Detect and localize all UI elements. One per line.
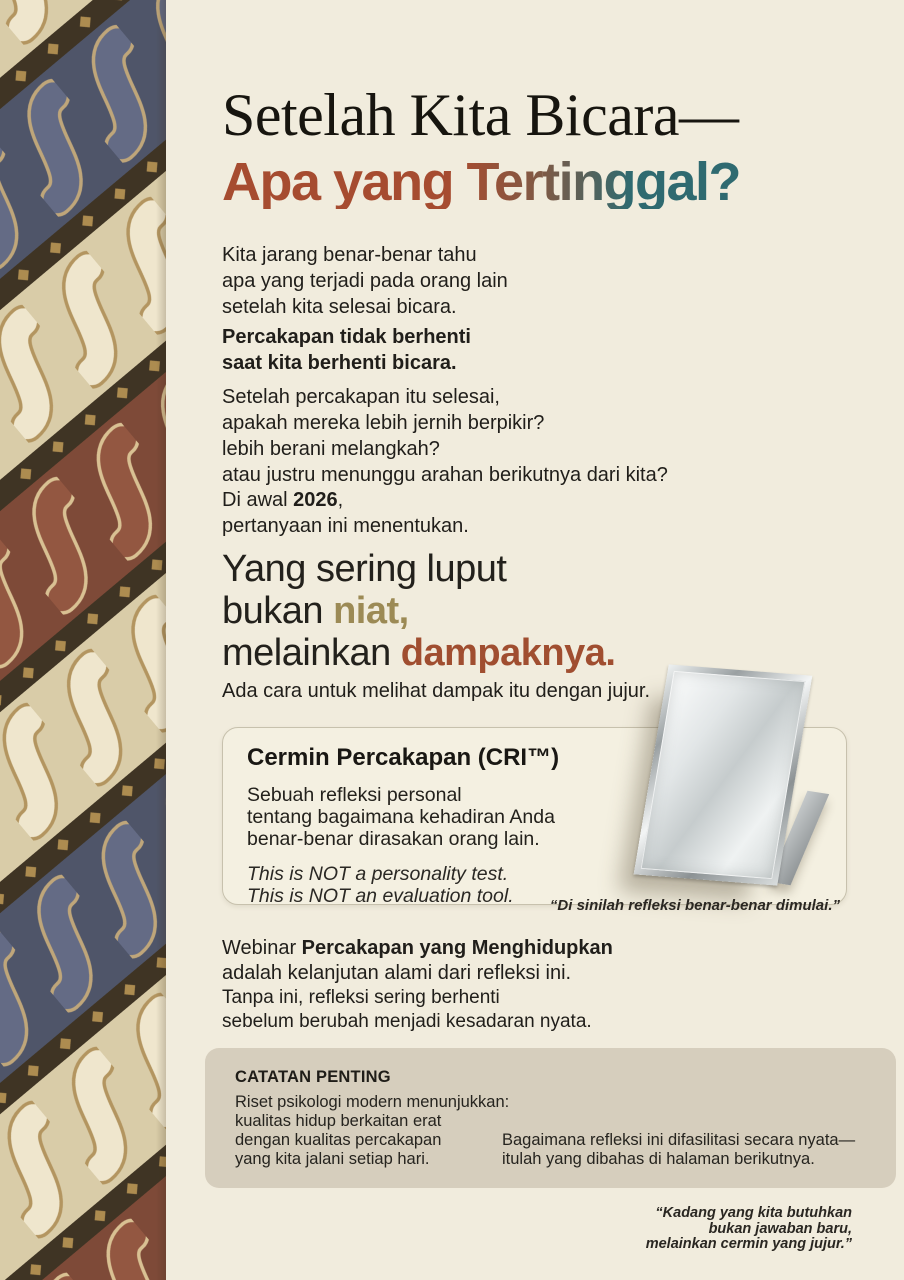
- webinar-line1: [222, 936, 613, 961]
- key-message-line2: [222, 590, 615, 632]
- main-title-gradient: Apa yang Tertinggal?: [222, 152, 741, 212]
- bold-statement-line: saat kita berhenti bicara.: [222, 352, 457, 374]
- important-note-line: kualitas hidup berkaitan erat: [235, 1112, 442, 1130]
- important-note-line: dengan kualitas percakapan: [235, 1131, 442, 1149]
- cri-card-body-line: benar-benar dirasakan orang lain.: [247, 828, 540, 850]
- closing-quote-line: “Kadang yang kita butuhkan: [655, 1205, 852, 1221]
- closing-quote-line: melainkan cermin yang jujur.”: [645, 1236, 852, 1252]
- lead-in-line: Ada cara untuk melihat dampak itu dengan jujur.: [222, 680, 651, 702]
- key-message-line3: [222, 632, 615, 674]
- intro-line: setelah kita selesai bicara.: [222, 296, 457, 318]
- intro-line: apa yang terjadi pada orang lain: [222, 270, 508, 292]
- closing-quote: [500, 1206, 852, 1253]
- year-note-line1: [222, 487, 469, 513]
- webinar-prefix: Webinar: [222, 937, 302, 959]
- cri-card-disclaimer-line: This is NOT an evaluation tool.: [247, 885, 514, 907]
- important-note-line: Riset psikologi modern menunjukkan:: [235, 1093, 510, 1111]
- question-line: lebih berani melangkah?: [222, 438, 440, 460]
- question-line: Setelah percakapan itu selesai,: [222, 386, 500, 408]
- cri-card-body-line: Sebuah refleksi personal: [247, 784, 462, 806]
- webinar-warning-line: sebelum berubah menjadi kesadaran nyata.: [222, 1011, 592, 1032]
- mirror-face: [641, 671, 806, 879]
- important-note-line: itulah yang dibahas di halaman berikutnya.: [502, 1150, 815, 1168]
- question-line: atau justru menunggu arahan berikutnya dari kita?: [222, 464, 668, 486]
- webinar-name: Percakapan yang Menghidupkan: [301, 937, 613, 959]
- important-note-left-column: [235, 1093, 509, 1169]
- batik-parang-svg: [0, 0, 166, 1280]
- important-note-right-column: [502, 1131, 855, 1169]
- key-message-accent-niat: niat,: [333, 590, 409, 632]
- webinar-note: [222, 936, 613, 986]
- cri-card-title: Cermin Percakapan (CRI™): [247, 744, 560, 771]
- main-title-serif: Setelah Kita Bicara—: [222, 82, 739, 148]
- question-line: apakah mereka lebih jernih berpikir?: [222, 412, 545, 434]
- bold-statement-line: Percakapan tidak berhenti: [222, 326, 471, 348]
- cri-card-body-line: tentang bagaimana kehadiran Anda: [247, 806, 555, 828]
- key-message-line3-prefix: melainkan: [222, 632, 401, 674]
- intro-paragraph: [222, 242, 508, 320]
- questions-paragraph: [222, 384, 668, 488]
- webinar-warning: [222, 986, 592, 1034]
- important-note-box: [205, 1048, 896, 1188]
- closing-quote-line: bukan jawaban baru,: [708, 1220, 852, 1237]
- key-message: [222, 548, 615, 674]
- webinar-line2: adalah kelanjutan alami dari refleksi ini.: [222, 962, 572, 984]
- key-message-line2-prefix: bukan: [222, 590, 334, 632]
- batik-pattern-strip: [0, 0, 166, 1280]
- important-note-line: Bagaimana refleksi ini difasilitasi secara nyata—: [502, 1131, 856, 1149]
- year-note-prefix: Di awal: [222, 489, 294, 511]
- year-note-line2: pertanyaan ini menentukan.: [222, 515, 469, 537]
- mirror-caption: “Di sinilah refleksi benar-benar dimulai.”: [549, 897, 840, 914]
- key-message-line1: Yang sering luput: [222, 548, 507, 590]
- bold-statement: [222, 324, 471, 376]
- webinar-warning-line: Tanpa ini, refleksi sering berhenti: [222, 987, 500, 1008]
- year-note-suffix: ,: [337, 489, 344, 511]
- cri-card-disclaimer-line: This is NOT a personality test.: [247, 863, 509, 885]
- year-note: [222, 487, 469, 539]
- important-note-line: yang kita jalani setiap hari.: [235, 1150, 430, 1168]
- year-note-year: 2026: [293, 489, 338, 511]
- intro-line: Kita jarang benar-benar tahu: [222, 244, 477, 266]
- batik-edge-shadow: [156, 0, 166, 1280]
- key-message-accent-dampaknya: dampaknya.: [400, 632, 616, 674]
- important-note-heading: CATATAN PENTING: [235, 1068, 391, 1086]
